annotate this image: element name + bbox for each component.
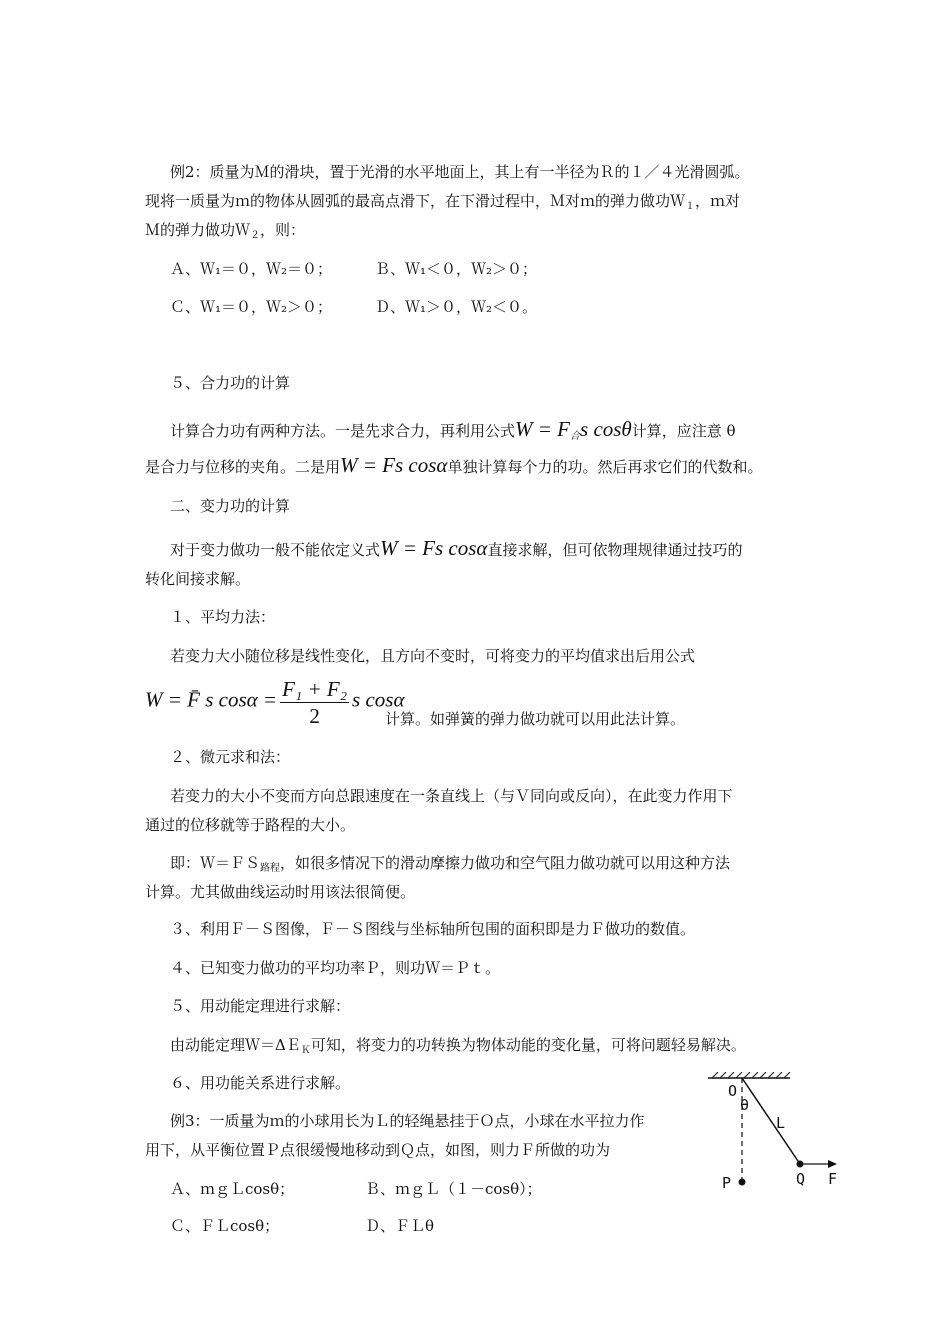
example2-line1: 例2：质量为Ｍ的滑块，置于光滑的水平地面上，其上有一半径为Ｒ的１／４光滑圆弧。 — [170, 163, 750, 181]
label-p: P — [722, 1174, 732, 1192]
example2-option-b: Ｂ、Ｗ₁＜０，Ｗ₂＞０； — [375, 260, 538, 278]
method1-paragraph-end: 计算。如弹簧的弹力做功就可以用此法计算。 — [385, 710, 686, 728]
example2-option-a: Ａ、Ｗ₁＝０，Ｗ₂＝０； — [170, 260, 333, 278]
work-formula-single: W = Fs cosα — [340, 453, 448, 477]
method2-paragraph-line3: 即：Ｗ＝ＦＳ$_{路程}$，如很多情况下的滑动摩擦力做功和空气阻力做功就可以用这种方法 — [170, 854, 731, 874]
average-force-formula: W = F̄ s cosα = $\frac{\text{F₁ + F₂}}{2}$ s cosα — [145, 677, 405, 728]
method1-paragraph: 若变力大小随位移是线性变化，且方向不变时，可将变力的平均值求出后用公式 — [170, 647, 696, 665]
method2-paragraph-line2: 通过的位移就等于路程的大小。 — [145, 816, 356, 834]
rope-line — [742, 1078, 800, 1164]
method1-title: １、平均力法： — [170, 608, 276, 626]
method5-paragraph: 由动能定理Ｗ＝ΔＥ$_K$可知，将变力的功转换为物体动能的变化量，可将问题轻易解决。 — [170, 1036, 746, 1056]
example3-option-d: Ｄ、ＦＬθ — [365, 1217, 435, 1235]
method4-text: ４、已知变力做功的平均功率Ｐ，则功Ｗ＝Ｐｔ。 — [170, 959, 501, 977]
label-f: F — [828, 1170, 838, 1188]
pendulum-figure — [700, 1072, 850, 1202]
example2-line2: 现将一质量为ｍ的物体从圆弧的最高点滑下，在下滑过程中，Ｍ对ｍ的弹力做功Ｗ$_1$，ｍ对 — [145, 192, 741, 212]
example2-option-d: Ｄ、Ｗ₁＞０，Ｗ₂＜０。 — [375, 298, 538, 316]
force-arrow-head — [828, 1160, 837, 1168]
example2-line3: Ｍ的弹力做功Ｗ$_2$，则： — [145, 221, 306, 241]
example3-line2: 用下，从平衡位置Ｐ点很缓慢地移动到Ｑ点，如图，则力Ｆ所做的功为 — [145, 1141, 611, 1159]
example2-option-c: Ｃ、Ｗ₁＝０，Ｗ₂＞０； — [170, 298, 333, 316]
section5-title: ５、合力功的计算 — [170, 374, 291, 392]
method5-title: ５、用动能定理进行求解： — [170, 997, 351, 1015]
label-q: Q — [796, 1170, 806, 1188]
method2-title: ２、微元求和法： — [170, 748, 291, 766]
example3-option-c: Ｃ、ＦＬcosθ； — [170, 1217, 280, 1235]
ball-p — [739, 1179, 746, 1186]
section5-paragraph-line2: 是合力与位移的夹角。二是用W = Fs cosα单独计算每个力的功。然后再求它们的代数和。 — [145, 453, 763, 477]
method2-paragraph-line1: 若变力的大小不变而方向总跟速度在一条直线上（与Ｖ同向或反向），在此变力作用下 — [170, 787, 733, 805]
example3-line1: 例3：一质量为ｍ的小球用长为Ｌ的轻绳悬挂于Ｏ点，小球在水平拉力作 — [170, 1112, 645, 1130]
label-theta: θ — [740, 1096, 750, 1114]
label-l: L — [776, 1114, 786, 1132]
part2-title: 二、变力功的计算 — [170, 497, 291, 515]
method2-paragraph-line4: 计算。尤其做曲线运动时用该法很简便。 — [145, 883, 416, 901]
section5-paragraph-line1: 计算合力功有两种方法。一是先求合力，再利用公式$W = F_合s$ cosθ计算，应注意 θ — [170, 417, 736, 442]
label-o: O — [728, 1082, 738, 1100]
method6-title: ６、用功能关系进行求解。 — [170, 1074, 351, 1092]
part2-paragraph-line1: 对于变力做功一般不能依定义式W = Fs cosα直接求解，但可依物理规律通过技巧的 — [170, 536, 743, 560]
example3-option-b: Ｂ、ｍｇＬ（１－cosθ）； — [365, 1180, 542, 1198]
ceiling-hatch — [712, 1072, 790, 1078]
example3-option-a: Ａ、ｍｇＬcosθ； — [170, 1180, 295, 1198]
part2-paragraph-line2: 转化间接求解。 — [145, 570, 251, 588]
method3-text: ３、利用Ｆ－Ｓ图像，Ｆ－Ｓ图线与坐标轴所包围的面积即是力Ｆ做功的数值。 — [170, 920, 696, 938]
work-definition-formula: W = Fs cosα — [380, 536, 488, 560]
work-formula-resultant: $W = F_合s$ cosθ — [515, 417, 632, 442]
